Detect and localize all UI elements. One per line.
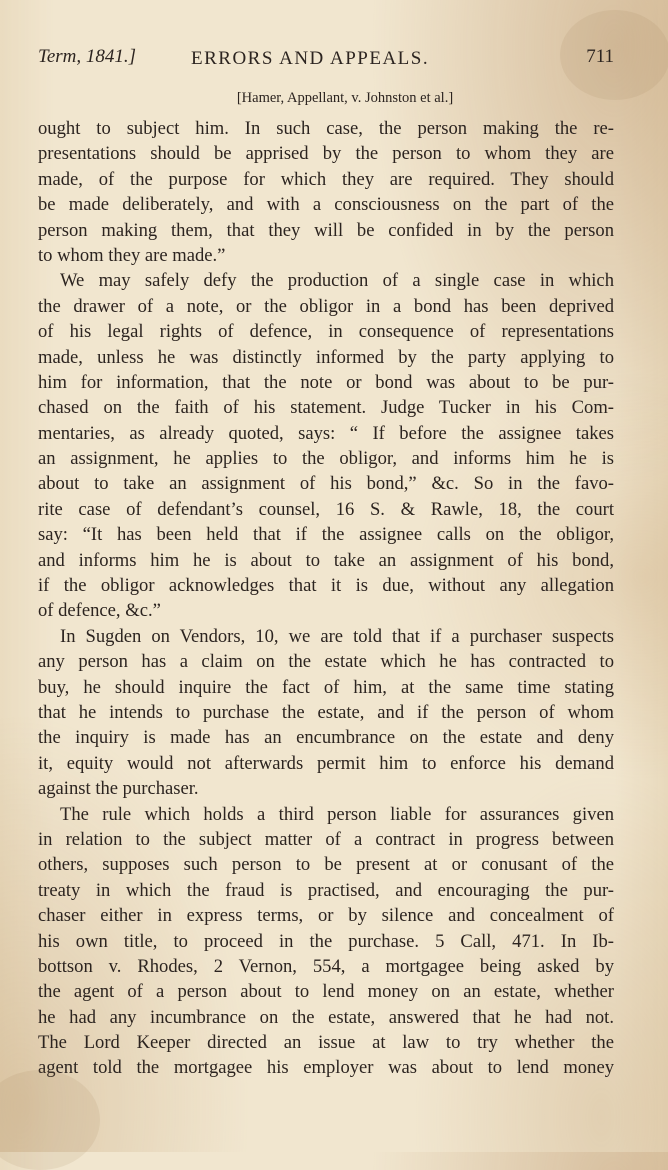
running-head: [38, 46, 614, 80]
text-line: about to take an assignment of his bond,” &c. So in the favo-: [38, 473, 614, 495]
text-line: In Sugden on Vendors, 10, we are told that if a purchaser suspects: [60, 625, 614, 647]
text-line: agent told the mortgagee his employer was about to lend money: [38, 1057, 614, 1079]
text-line: chased on the faith of his statement. Judge Tucker in his Com-: [38, 397, 614, 419]
text-line: that he intends to purchase the estate, and if the person of whom: [38, 701, 614, 723]
page-number: 711: [586, 46, 614, 67]
text-line: it, equity would not afterwards permit him to enforce his demand: [38, 752, 614, 774]
text-line: The rule which holds a third person liable for assurances given: [60, 803, 614, 825]
text-line: his own title, to proceed in the purchase. 5 Call, 471. In Ib-: [38, 930, 614, 952]
text-line: treaty in which the fraud is practised, and encouraging the pur-: [38, 879, 614, 901]
text-line: ought to subject him. In such case, the person making the re-: [38, 118, 614, 139]
text-line: presentations should be apprised by the person to whom they are: [38, 143, 614, 165]
text-line: he had any incumbrance on the estate, answered that he had not.: [38, 1006, 614, 1028]
text-line: others, supposes such person to be present at or conusant of the: [38, 854, 614, 876]
text-line: The Lord Keeper directed an issue at law to try whether the: [38, 1032, 614, 1054]
text-line: against the purchaser.: [38, 778, 199, 800]
text-line: any person has a claim on the estate which he has contracted to: [38, 651, 614, 673]
text-line: We may safely defy the production of a single case in which: [60, 270, 614, 292]
text-line: if the obligor acknowledges that it is due, without any allegation: [38, 575, 614, 597]
text-line: of his legal rights of defence, in consequence of representations: [38, 321, 614, 343]
text-line: an assignment, he applies to the obligor, and informs him he is: [38, 448, 614, 470]
text-line: chaser either in express terms, or by silence and concealment of: [38, 905, 614, 927]
text-line: the inquiry is made has an encumbrance on the estate and deny: [38, 727, 614, 749]
text-line: made, of the purpose for which they are required. They should: [38, 168, 614, 190]
text-line: to whom they are made.”: [38, 244, 226, 266]
text-line: in relation to the subject matter of a contract in progress between: [38, 828, 614, 850]
text-line: the agent of a person about to lend money on an estate, whether: [38, 981, 614, 1003]
text-line: made, unless he was distinctly informed by the party applying to: [38, 346, 614, 368]
text-line: be made deliberately, and with a consciousness on the part of the: [38, 194, 614, 216]
page-stain: [0, 1070, 100, 1170]
text-line: him for information, that the note or bond was about to be pur-: [38, 371, 614, 393]
text-line: rite case of defendant’s counsel, 16 S. & Rawle, 18, the court: [38, 498, 614, 520]
running-title: ERRORS AND APPEALS.: [191, 48, 430, 69]
text-line: person making them, that they will be confided in by the person: [38, 219, 614, 241]
case-caption: [Hamer, Appellant, v. Johnston et al.]: [236, 90, 454, 106]
text-line: bottson v. Rhodes, 2 Vernon, 554, a mortgagee being asked by: [38, 955, 614, 977]
text-line: say: “It has been held that if the assignee calls on the obligor,: [38, 524, 614, 546]
text-line: and informs him he is about to take an assignment of his bond,: [38, 549, 614, 571]
text-line: buy, he should inquire the fact of him, at the same time stating: [38, 676, 614, 698]
term-label: Term, 1841.]: [38, 46, 137, 67]
text-line: of defence, &c.”: [38, 600, 161, 622]
text-line: mentaries, as already quoted, says: “ If before the assignee takes: [38, 422, 614, 444]
body-text: [38, 116, 614, 1081]
text-line: the drawer of a note, or the obligor in a bond has been deprived: [38, 295, 614, 317]
